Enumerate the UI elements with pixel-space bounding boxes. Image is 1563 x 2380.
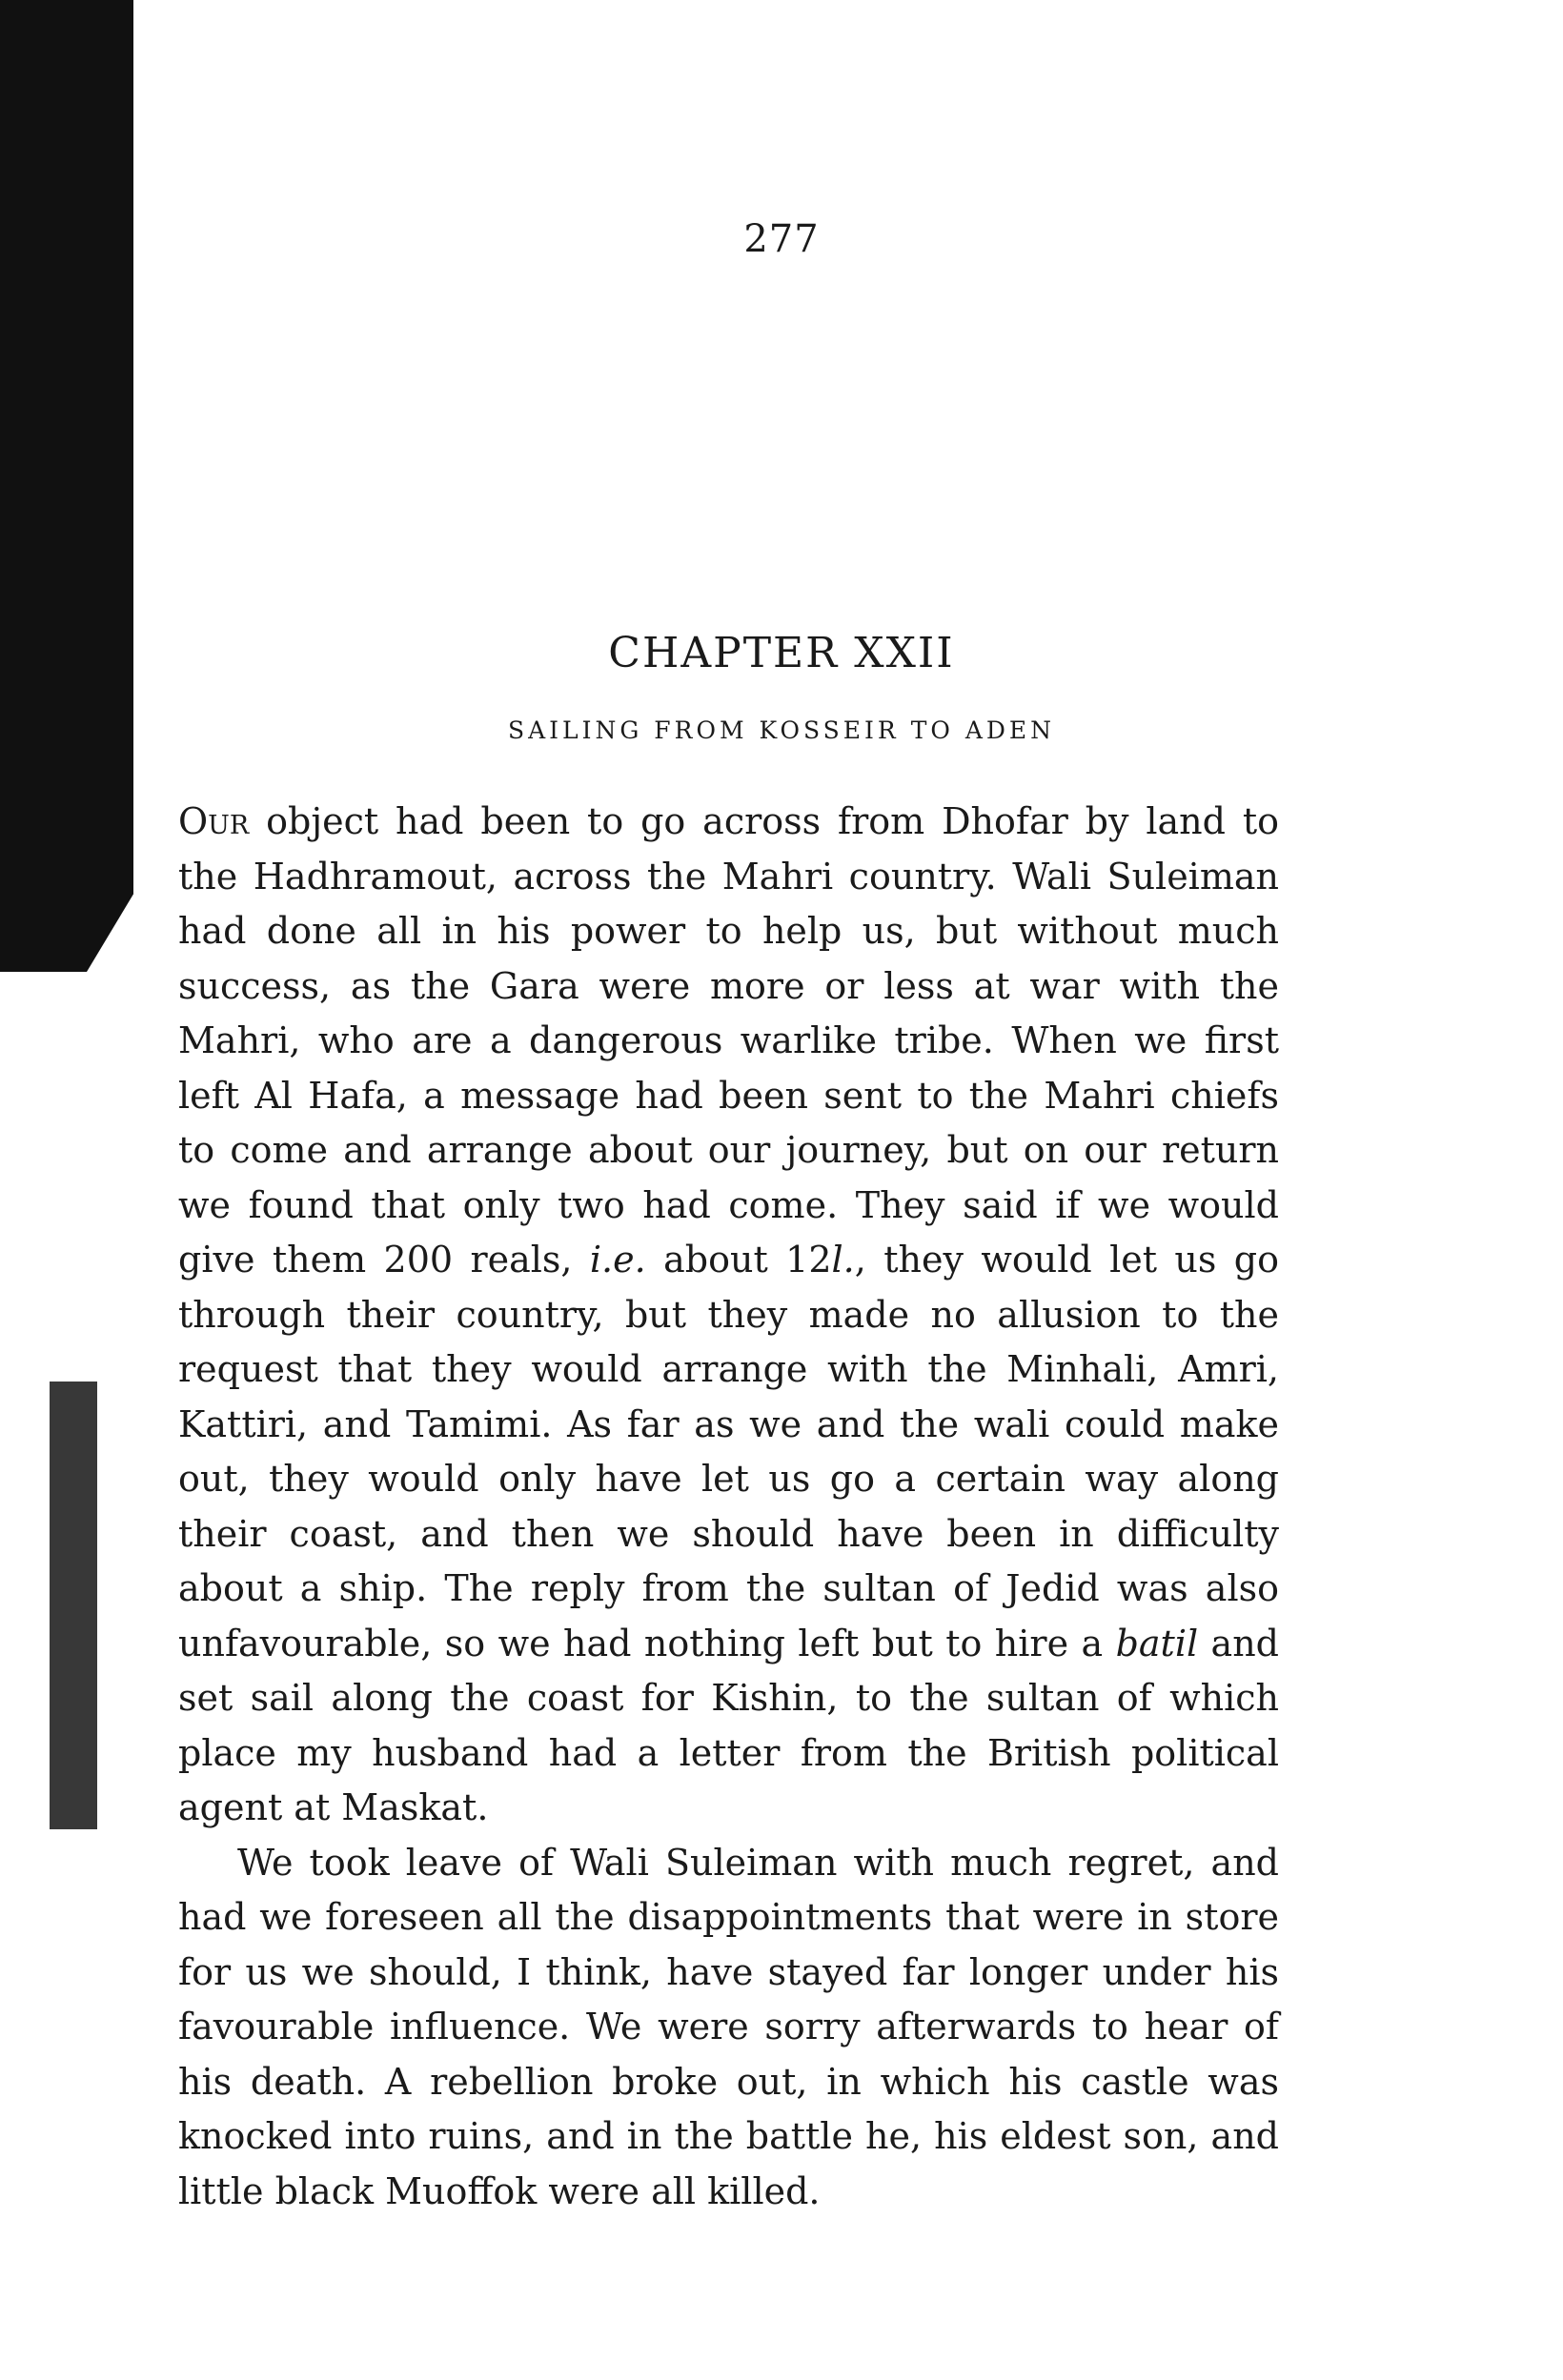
chapter-subtitle: SAILING FROM KOSSEIR TO ADEN <box>507 716 1056 744</box>
paragraph-1-text-d: and set sail along the coast for Kishin, to the sultan of which place my husband had a letter from the British political agent at Maskat. <box>178 1622 1279 1828</box>
paragraph-1-italic-l: l. <box>831 1239 855 1281</box>
body-text <box>178 795 1279 2219</box>
scan-shadow-middle <box>50 1382 97 1829</box>
paragraph-2-text: We took leave of Wali Suleiman with much regret, and had we foreseen all the disappointments that were in store for us we should, I think, have stayed far longer under his favourable influence. We were sorry afterwards to hear of his death. A rebellion broke out, in which his castle was knocked into ruins, and in the battle he, his eldest son, and little black Muoffok were all killed. <box>178 1841 1279 2212</box>
paragraph-1-text-c: , they would let us go through their country, but they made no allusion to the request that they would arrange with the Minhali, Amri, Kattiri, and Tamimi. As far as we and the wali could make out, they would only have let us go a certain way along their coast, and then we should have been in difficulty about a ship. The reply from the sultan of Jedid was also unfavourable, so we had nothing left but to hire a <box>178 1239 1279 1664</box>
paragraph-1-text-a: object had been to go across from Dhofar by land to the Hadhramout, across the Mahri country. Wali Suleiman had done all in his power to help us, but without much success, as the Gara were more or less at war with the Mahri, who are a dangerous warlike tribe. When we first left Al Hafa, a message had been sent to the Mahri chiefs to come and arrange about our journey, but on our return we found that only two had come. They said if we would give them 200 reals, <box>178 800 1279 1281</box>
paragraph-1-italic-ie: i.e. <box>589 1239 646 1281</box>
chapter-title: CHAPTER XXII <box>608 629 955 677</box>
paragraph-1 <box>178 795 1279 1836</box>
paragraph-1-drop-word: Our <box>178 800 250 842</box>
paragraph-1-italic-batil: batil <box>1115 1622 1199 1664</box>
paragraph-1-text-b: about 12 <box>645 1239 832 1281</box>
paragraph-2 <box>178 1836 1279 2220</box>
scan-shadow-top <box>0 0 133 972</box>
page-number: 277 <box>743 217 820 261</box>
